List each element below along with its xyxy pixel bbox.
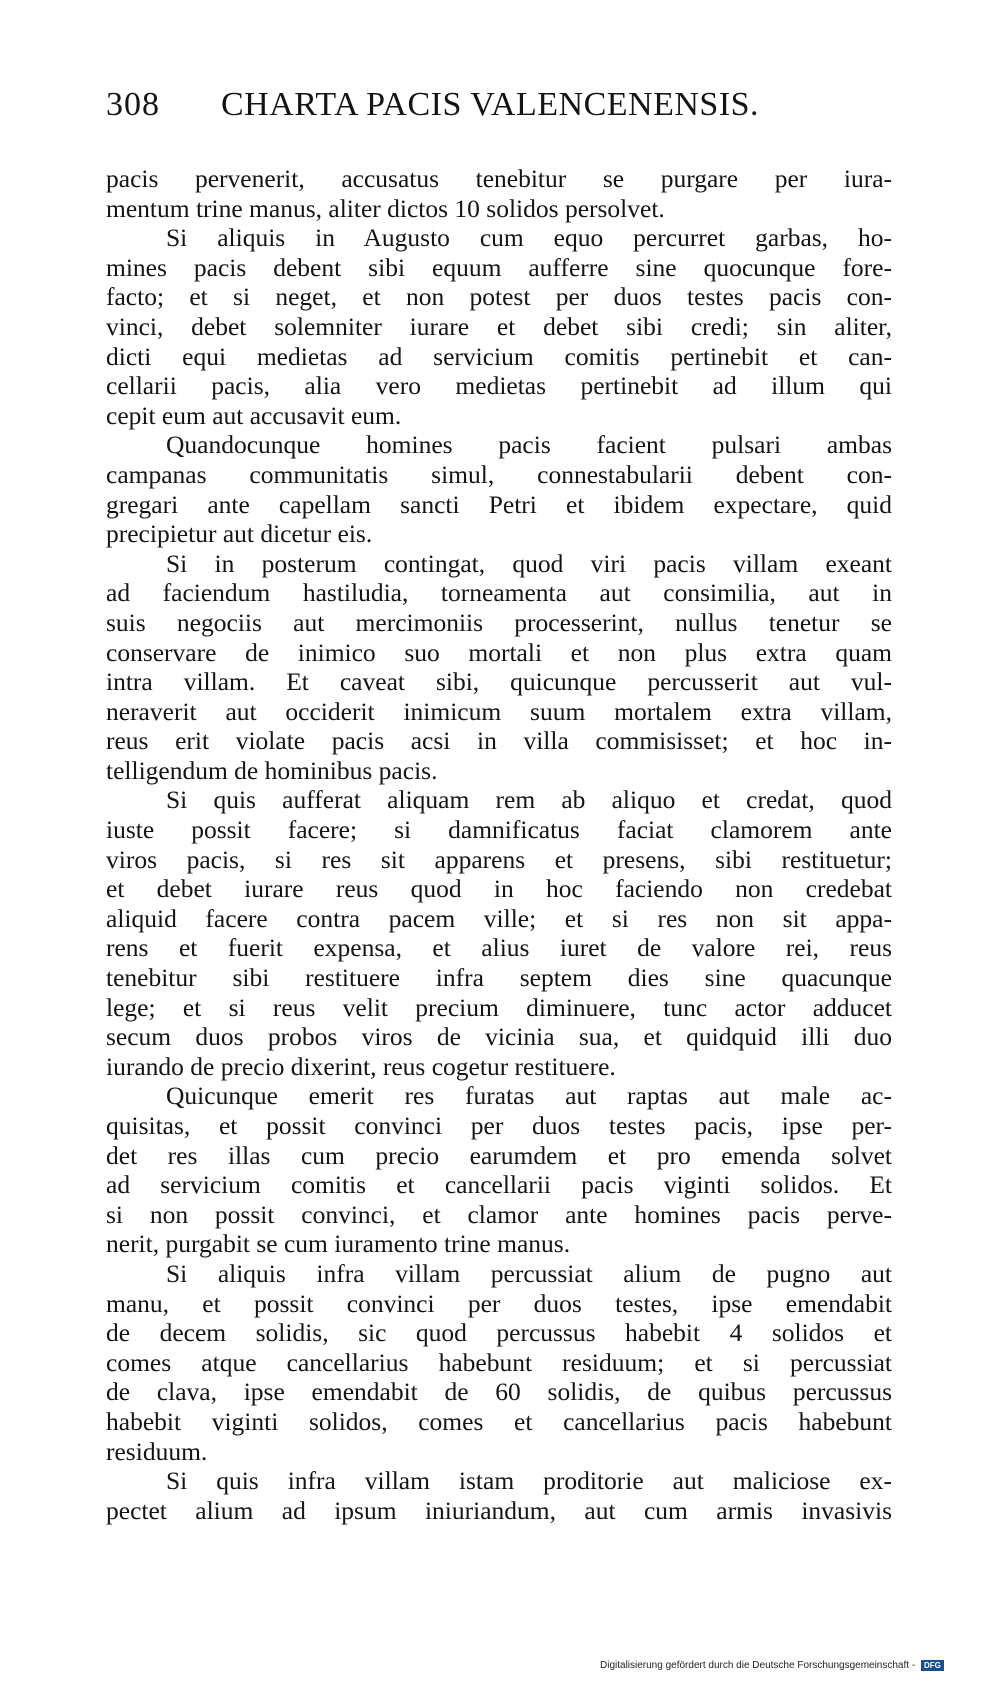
- text-line: secum duos probos viros de vicinia sua, et quidquid illi duo: [106, 1022, 892, 1052]
- text-line: ad servicium comitis et cancellarii pacis viginti solidos. Et: [106, 1170, 892, 1200]
- paragraph: [106, 223, 892, 430]
- text-line: Si quis aufferat aliquam rem ab aliquo et credat, quod: [166, 785, 892, 815]
- text-line: dicti equi medietas ad servicium comitis pertinebit et can-: [106, 341, 892, 371]
- text-line: Quandocunque homines pacis facient pulsari ambas: [166, 430, 892, 460]
- text-line: Quicunque emerit res furatas aut raptas aut male ac-: [166, 1081, 892, 1111]
- text-line: mentum trine manus, aliter dictos 10 solidos persolvet.: [106, 193, 665, 223]
- text-line: pectet alium ad ipsum iniuriandum, aut cum armis invasivis: [106, 1495, 892, 1525]
- text-line: pacis pervenerit, accusatus tenebitur se purgare per iura-: [106, 164, 892, 193]
- text-line: comes atque cancellarius habebunt residuum; et si percussiat: [106, 1347, 892, 1377]
- text-line: telligendum de hominibus pacis.: [106, 755, 438, 785]
- credit-text: Digitalisierung gefördert durch die Deutsche Forschungsgemeinschaft -: [600, 1660, 916, 1672]
- text-line: det res illas cum precio earumdem et pro emenda solvet: [106, 1140, 892, 1170]
- text-line: conservare de inimico suo mortali et non plus extra quam: [106, 637, 892, 667]
- text-line: de decem solidis, sic quod percussus habebit 4 solidos et: [106, 1318, 892, 1348]
- digitization-credit: [600, 1660, 995, 1674]
- dfg-logo: DFG: [921, 1660, 944, 1671]
- paragraph: [106, 785, 892, 1081]
- text-line: facto; et si neget, et non potest per duos testes pacis con-: [106, 282, 892, 312]
- text-line: iuste possit facere; si damnificatus faciat clamorem ante: [106, 815, 892, 845]
- paragraph: [106, 164, 892, 223]
- paragraph: [106, 1466, 892, 1525]
- text-line: mines pacis debent sibi equum aufferre sine quocunque fore-: [106, 252, 892, 282]
- text-line: Si quis infra villam istam proditorie aut maliciose ex-: [166, 1466, 892, 1496]
- running-head: CHARTA PACIS VALENCENENSIS.: [221, 86, 760, 123]
- body-text: [106, 164, 892, 1525]
- text-line: intra villam. Et caveat sibi, quicunque percusserit aut vul-: [106, 667, 892, 697]
- page-number: 308: [106, 86, 160, 123]
- text-line: lege; et si reus velit precium diminuere, tunc actor adducet: [106, 992, 892, 1022]
- text-line: suis negociis aut mercimoniis processerint, nullus tenetur se: [106, 607, 892, 637]
- text-line: et debet iurare reus quod in hoc faciendo non credebat: [106, 874, 892, 904]
- text-line: vinci, debet solemniter iurare et debet sibi credi; sin aliter,: [106, 311, 892, 341]
- text-line: cellarii pacis, alia vero medietas pertinebit ad illum qui: [106, 371, 892, 401]
- text-line: habebit viginti solidos, comes et cancellarius pacis habebunt: [106, 1406, 892, 1436]
- text-line: cepit eum aut accusavit eum.: [106, 400, 402, 430]
- text-line: Si in posterum contingat, quod viri pacis villam exeant: [166, 548, 892, 578]
- text-line: viros pacis, si res sit apparens et presens, sibi restituetur;: [106, 844, 892, 874]
- text-line: rens et fuerit expensa, et alius iuret de valore rei, reus: [106, 933, 892, 963]
- text-line: nerit, purgabit se cum iuramento trine manus.: [106, 1229, 571, 1259]
- text-line: ad faciendum hastiludia, torneamenta aut consimilia, aut in: [106, 578, 892, 608]
- paragraph: [106, 1259, 892, 1466]
- text-line: reus erit violate pacis acsi in villa commisisset; et hoc in-: [106, 726, 892, 756]
- page-header: [106, 86, 826, 138]
- text-line: residuum.: [106, 1436, 208, 1466]
- paragraph: [106, 430, 892, 548]
- text-line: iurando de precio dixerint, reus cogetur restituere.: [106, 1051, 616, 1081]
- paragraph: [106, 1081, 892, 1259]
- text-line: si non possit convinci, et clamor ante homines pacis perve-: [106, 1199, 892, 1229]
- paragraph: [106, 549, 892, 786]
- text-line: manu, et possit convinci per duos testes, ipse emendabit: [106, 1288, 892, 1318]
- text-line: aliquid facere contra pacem ville; et si res non sit appa-: [106, 903, 892, 933]
- text-line: quisitas, et possit convinci per duos testes pacis, ipse per-: [106, 1111, 892, 1140]
- text-line: de clava, ipse emendabit de 60 solidis, de quibus percussus: [106, 1377, 892, 1407]
- text-line: gregari ante capellam sancti Petri et ibidem expectare, quid: [106, 489, 892, 519]
- text-line: campanas communitatis simul, connestabularii debent con-: [106, 459, 892, 489]
- text-line: Si aliquis infra villam percussiat alium de pugno aut: [166, 1258, 892, 1288]
- text-line: neraverit aut occiderit inimicum suum mortalem extra villam,: [106, 696, 892, 726]
- text-line: precipietur aut dicetur eis.: [106, 519, 373, 549]
- text-line: tenebitur sibi restituere infra septem dies sine quacunque: [106, 963, 892, 993]
- text-line: Si aliquis in Augusto cum equo percurret garbas, ho-: [166, 223, 892, 253]
